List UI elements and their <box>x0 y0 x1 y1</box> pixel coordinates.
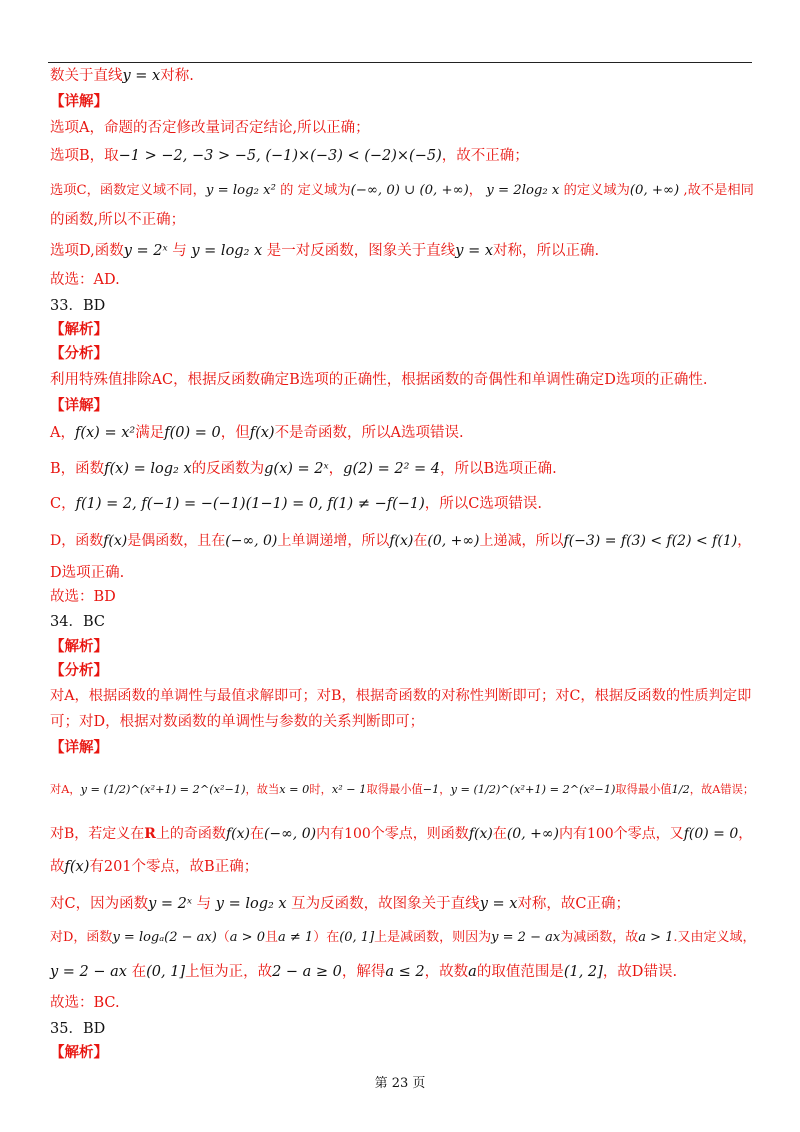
text-line <box>50 396 756 416</box>
text-segment: ，所以C选项错误. <box>424 496 542 512</box>
text-segment: ，所以B选项正确. <box>439 461 557 477</box>
math-expression: f(x) <box>225 826 250 842</box>
text-segment: ， <box>468 183 487 198</box>
text-segment: 是偶函数，且在 <box>127 533 226 549</box>
text-segment: 数关于直线 <box>50 68 123 84</box>
math-expression: (−∞, 0) <box>263 826 317 842</box>
math-expression: y = log₂ x <box>191 243 263 259</box>
text-line <box>50 296 756 316</box>
text-segment: D选项正确. <box>50 565 125 581</box>
math-expression: (−∞, 0) ∪ (0, +∞) <box>350 183 469 198</box>
text-segment: 在 <box>126 964 147 980</box>
math-expression: (0, +∞) <box>506 826 559 842</box>
header-rule <box>48 62 752 63</box>
math-expression: f(1) = 2, f(−1) = −(−1)(1−1) = 0, f(1) ≠ −f(−1) <box>75 496 425 512</box>
text-segment: 对D，函数 <box>50 930 113 945</box>
text-segment: 【解析】 <box>50 321 108 338</box>
text-segment: 的定义域为 <box>559 183 630 198</box>
math-expression: y = x <box>479 896 518 912</box>
text-segment: 的函数,所以不正确； <box>50 212 186 228</box>
math-expression: f(x) <box>103 533 128 549</box>
text-segment: 内有100个零点，则函数 <box>316 826 469 842</box>
text-line <box>50 146 756 166</box>
math-expression: y = (1/2)^(x²+1) = 2^(x²−1) <box>80 783 246 796</box>
text-segment: 【详解】 <box>50 397 108 414</box>
math-expression: 1/2 <box>671 783 690 796</box>
text-segment: 【分析】 <box>50 345 108 362</box>
text-segment: 故选：BD <box>50 589 116 605</box>
text-segment: 选项A，命题的否定修改量词否定结论,所以正确； <box>50 120 370 136</box>
text-line <box>50 894 756 914</box>
math-expression: y = x <box>122 68 161 84</box>
text-segment: 与 <box>192 896 216 912</box>
math-expression: y = 2log₂ x <box>486 183 560 198</box>
math-expression: f(x) = log₂ x <box>104 461 192 477</box>
text-segment: 在 <box>492 826 507 842</box>
text-segment: ，故D错误. <box>602 964 678 980</box>
math-expression: y = 2ˣ <box>123 243 168 259</box>
math-expression: (0, 1] <box>146 964 186 980</box>
text-segment: 故 <box>50 859 65 875</box>
math-expression: f(−3) = f(3) < f(2) < f(1) <box>563 533 738 549</box>
math-expression: y = 2ˣ <box>148 896 193 912</box>
text-segment: 故选：AD. <box>50 272 120 288</box>
text-segment: 在 <box>413 533 428 549</box>
text-segment: 【详解】 <box>50 93 108 110</box>
math-expression: a <box>468 964 477 980</box>
text-segment: 对C，因为函数 <box>50 896 149 912</box>
math-expression: f(0) = 0 <box>683 826 739 842</box>
text-segment: 对B，若定义在 <box>50 826 145 842</box>
math-expression: a ≠ 1 <box>278 930 314 945</box>
text-line <box>50 459 756 479</box>
page-number: 第 23 页 <box>374 1076 426 1091</box>
text-segment: 对称，所以正确. <box>493 243 600 259</box>
text-line <box>50 370 756 390</box>
text-line <box>50 738 756 758</box>
text-segment: 内有100个零点，又 <box>558 826 684 842</box>
text-segment: 是一对反函数，图象关于直线 <box>262 243 456 259</box>
math-expression: a > 1 <box>638 930 674 945</box>
text-segment: 为减函数，故 <box>560 930 639 945</box>
math-expression: (0, 1] <box>339 930 375 945</box>
text-segment: 对称. <box>160 68 194 84</box>
math-expression: a > 0 <box>229 930 265 945</box>
text-segment: 有201个零点，故B正确； <box>89 859 259 875</box>
text-line <box>50 92 756 112</box>
text-line <box>50 780 756 800</box>
text-segment: 上恒为正，故 <box>185 964 273 980</box>
text-line <box>50 928 756 948</box>
text-segment: .又由定义域， <box>673 930 756 945</box>
math-expression: f(x) <box>64 859 90 875</box>
text-line <box>50 661 756 681</box>
text-segment: 与 <box>167 243 192 259</box>
text-line <box>50 962 756 982</box>
math-expression: 2 − a ≥ 0 <box>272 964 342 980</box>
math-expression: y = 2 − ax <box>491 930 561 945</box>
text-segment: B，函数 <box>50 461 105 477</box>
text-line <box>50 270 756 290</box>
text-segment: 且 <box>264 930 278 945</box>
text-line <box>50 612 756 632</box>
text-segment: 在 <box>249 826 264 842</box>
text-segment: 满足 <box>135 425 165 441</box>
text-segment: 的取值范围是 <box>476 964 564 980</box>
text-segment: 【解析】 <box>50 1044 108 1061</box>
text-line <box>50 210 756 230</box>
text-segment: 【分析】 <box>50 662 108 679</box>
text-line <box>50 181 756 201</box>
text-segment: 选项D,函数 <box>50 243 124 259</box>
text-segment: 对A， <box>50 783 81 796</box>
text-segment: R <box>144 826 156 842</box>
text-segment: ，故当 <box>245 783 280 796</box>
math-expression: y = logₐ(2 − ax) <box>112 930 217 945</box>
text-segment: 选项B，取 <box>50 148 119 164</box>
text-line <box>50 118 756 138</box>
text-line <box>50 344 756 364</box>
text-line <box>50 1043 756 1063</box>
math-expression: y = log₂ x <box>215 896 287 912</box>
text-segment: 的反函数为 <box>191 461 265 477</box>
text-segment: D，函数 <box>50 533 104 549</box>
math-expression: f(x) <box>468 826 493 842</box>
text-segment: ， <box>737 533 752 549</box>
text-line <box>50 686 756 706</box>
text-segment: ，故A错误； <box>689 783 755 796</box>
text-line <box>50 637 756 657</box>
text-segment: 上递减，所以 <box>479 533 564 549</box>
text-segment: ,故不是相同 <box>679 183 754 198</box>
text-line <box>50 531 756 551</box>
text-line <box>50 563 756 583</box>
text-segment: ， <box>738 826 753 842</box>
text-segment: ，故不正确； <box>441 148 529 164</box>
math-expression: a ≤ 2 <box>385 964 425 980</box>
text-segment: 取得最小值 <box>366 783 423 796</box>
math-expression: x² − 1 <box>331 783 367 796</box>
text-line <box>50 66 756 86</box>
math-expression: y = (1/2)^(x²+1) = 2^(x²−1) <box>450 783 616 796</box>
text-segment: C， <box>50 496 76 512</box>
math-expression: y = x <box>455 243 494 259</box>
text-segment: 【详解】 <box>50 739 108 756</box>
text-segment: 34．BC <box>50 614 105 630</box>
text-segment: 33．BD <box>50 298 106 314</box>
math-expression: f(0) = 0 <box>164 425 221 441</box>
text-segment: 不是奇函数，所以A选项错误. <box>274 425 464 441</box>
text-segment: 可；对D，根据对数函数的单调性与参数的关系判断即可； <box>50 714 425 730</box>
math-expression: g(2) = 2² = 4 <box>343 461 440 477</box>
text-segment: 故选：BC. <box>50 995 120 1011</box>
text-line <box>50 241 756 261</box>
text-segment: 上的奇函数 <box>155 826 226 842</box>
math-expression: −1 > −2, −3 > −5, (−1)×(−3) < (−2)×(−5) <box>118 148 442 164</box>
math-expression: f(x) <box>249 425 275 441</box>
text-segment: 的 定义域为 <box>275 183 351 198</box>
math-expression: g(x) = 2ˣ <box>264 461 329 477</box>
text-segment: 35．BD <box>50 1021 106 1037</box>
text-line <box>50 824 756 844</box>
math-expression: (0, +∞) <box>427 533 480 549</box>
text-segment: ， <box>439 783 451 796</box>
text-segment: 对A，根据函数的单调性与最值求解即可；对B，根据奇函数的对称性判断即可；对C，根据反函数的性质判定即 <box>50 688 752 704</box>
text-segment: ，解得 <box>341 964 386 980</box>
math-expression: (0, +∞) <box>629 183 680 198</box>
text-segment: 上单调递增，所以 <box>277 533 390 549</box>
text-line <box>50 494 756 514</box>
text-segment: 互为反函数，故图象关于直线 <box>286 896 480 912</box>
text-line <box>50 993 756 1013</box>
math-expression: f(x) <box>389 533 414 549</box>
text-segment: 选项C，函数定义域不同， <box>50 183 206 198</box>
math-expression: (1, 2] <box>563 964 603 980</box>
text-line <box>50 1019 756 1039</box>
text-segment: ）在 <box>313 930 340 945</box>
text-segment: 上是减函数，则因为 <box>374 930 492 945</box>
text-segment: 利用特殊值排除AC，根据反函数确定B选项的正确性，根据函数的奇偶性和单调性确定D选项的正确性. <box>50 372 708 388</box>
text-segment: 取得最小值 <box>615 783 672 796</box>
math-expression: x = 0 <box>279 783 310 796</box>
math-expression: −1 <box>422 783 440 796</box>
text-segment: 【解析】 <box>50 638 108 655</box>
text-segment: （ <box>216 930 230 945</box>
text-segment: ，故数 <box>424 964 469 980</box>
text-line <box>50 587 756 607</box>
text-segment: ， <box>328 461 344 477</box>
text-line <box>50 712 756 732</box>
text-segment: A， <box>50 425 75 441</box>
math-expression: f(x) = x² <box>74 425 136 441</box>
math-expression: y = 2 − ax <box>50 964 127 980</box>
text-segment: 时， <box>309 783 332 796</box>
math-expression: (−∞, 0) <box>225 533 278 549</box>
text-line <box>50 423 756 443</box>
text-segment: 对称，故C正确； <box>517 896 631 912</box>
text-segment: ，但 <box>220 425 250 441</box>
text-line <box>50 320 756 340</box>
text-line <box>50 857 756 877</box>
math-expression: y = log₂ x² <box>205 183 276 198</box>
